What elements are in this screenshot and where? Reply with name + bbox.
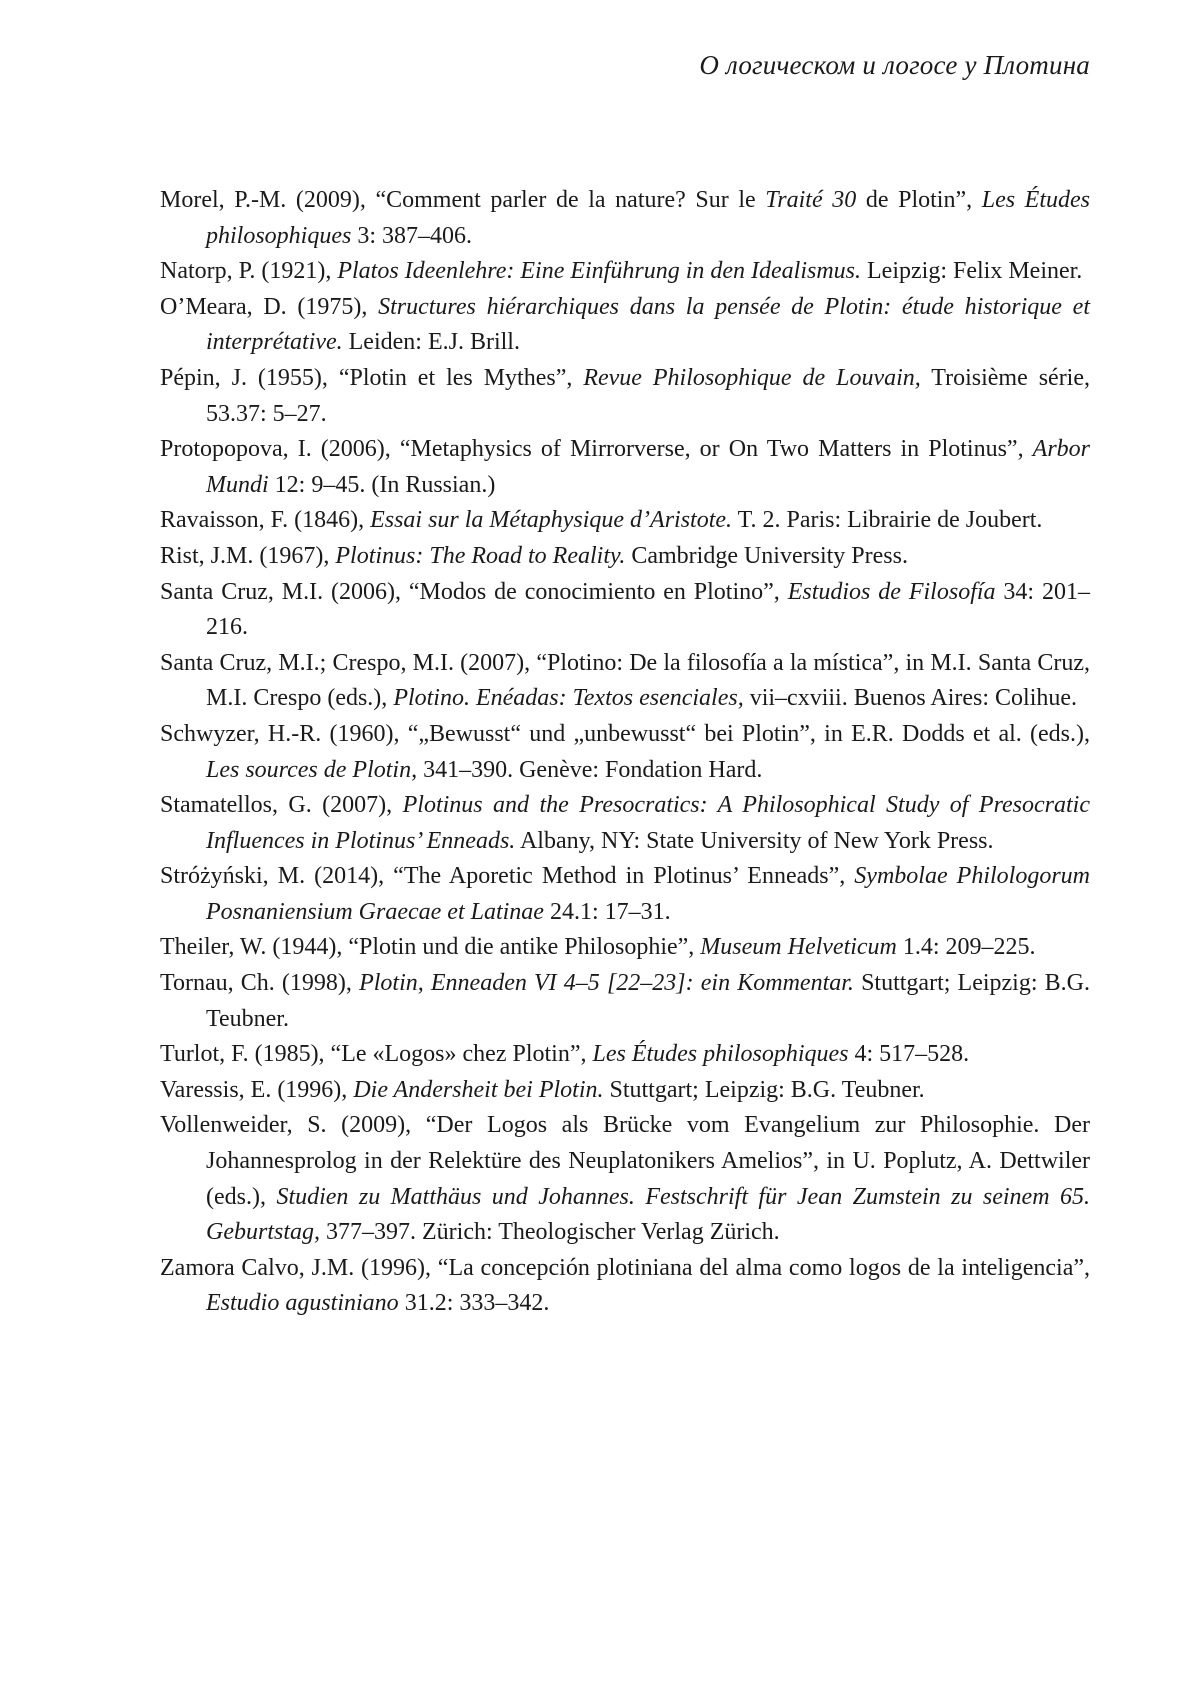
entry-title-italic: Revue Philosophique de Louvain, bbox=[583, 364, 921, 391]
entry-title-italic: Structures hiérarchiques dans la pensée de Plotin: étude historique et interprétative. bbox=[206, 293, 1090, 356]
entry-text: Albany, NY: State University of New York Press. bbox=[515, 827, 994, 854]
entry-title-italic: Plotinus: The Road to Reality. bbox=[335, 542, 626, 569]
entry-text: Leiden: E.J. Brill. bbox=[342, 329, 520, 356]
entry-title-italic: Essai sur la Métaphysique d’Aristote. bbox=[370, 507, 733, 534]
bibliography-entry bbox=[160, 432, 1090, 503]
entry-text: 3: 387–406. bbox=[351, 222, 473, 249]
entry-title-italic: Les Études philosophiques bbox=[592, 1041, 849, 1068]
entry-title-italic: Estudios de Filosofía bbox=[787, 578, 996, 605]
entry-text: 34: 201–216. bbox=[206, 578, 1091, 641]
entry-text: Morel, P.-M. (2009), “Comment parler de la nature? Sur le bbox=[160, 187, 766, 213]
bibliography-entry bbox=[160, 646, 1090, 717]
bibliography-entry bbox=[160, 361, 1090, 432]
entry-text: Pépin, J. (1955), “Plotin et les Mythes”, bbox=[160, 364, 584, 391]
bibliography-entry bbox=[160, 254, 1090, 290]
bibliography-entry bbox=[160, 717, 1090, 788]
bibliography-entry bbox=[160, 1108, 1090, 1250]
bibliography-entry bbox=[160, 930, 1090, 966]
bibliography-entry bbox=[160, 183, 1090, 254]
entry-title-italic: Symbolae Philologorum Posnaniensium Graecae et Latinae bbox=[206, 863, 1090, 925]
entry-text: Varessis, E. (1996), bbox=[160, 1076, 354, 1103]
entry-text: 4: 517–528. bbox=[848, 1041, 970, 1068]
running-header: О логическом и логосе у Плотина bbox=[699, 50, 1090, 80]
entry-text: Zamora Calvo, J.M. (1996), “La concepción plotiniana del alma como logos de la inteligencia”, bbox=[160, 1254, 1090, 1281]
entry-text: 12: 9–45. (In Russian.) bbox=[268, 471, 496, 498]
entry-text: Stamatellos, G. (2007), bbox=[160, 792, 403, 819]
entry-text: T. 2. Paris: Librairie de Joubert. bbox=[732, 507, 1043, 534]
entry-title-italic: Plotino. Enéadas: Textos esenciales, bbox=[393, 685, 744, 712]
entry-title-italic: Platos Ideenlehre: Eine Einführung in den Idealismus. bbox=[337, 258, 862, 285]
entry-text: Vollenweider, S. (2009), “Der Logos als Brücke vom Evangelium zur Philosophie. Der Johannesprolog in der Relektüre des Neuplatonikers Amelios”, in U. Poplutz, A. Dettwiler (eds.), bbox=[160, 1112, 1090, 1210]
entry-text: Rist, J.M. (1967), bbox=[160, 542, 336, 569]
entry-text: Turlot, F. (1985), “Le «Logos» chez Plotin”, bbox=[160, 1041, 593, 1068]
bibliography-entry bbox=[160, 1037, 1090, 1073]
entry-title-italic: Plotin, Enneaden VI 4–5 [22–23]: ein Kommentar. bbox=[359, 970, 854, 997]
entry-text: Cambridge University Press. bbox=[625, 542, 908, 569]
bibliography-entry bbox=[160, 966, 1090, 1037]
bibliography-entry bbox=[160, 575, 1090, 646]
bibliography-entry bbox=[160, 788, 1090, 859]
entry-title-italic: Museum Helveticum bbox=[700, 934, 897, 961]
bibliography-entry bbox=[160, 503, 1090, 539]
entry-title-italic: Arbor Mundi bbox=[206, 436, 1090, 498]
bibliography-entry bbox=[160, 1251, 1090, 1322]
entry-text: Leipzig: Felix Meiner. bbox=[861, 258, 1083, 285]
bibliography-entry bbox=[160, 1073, 1090, 1109]
entry-text: 377–397. Zürich: Theologischer Verlag Zürich. bbox=[320, 1219, 780, 1246]
entry-text: Tornau, Ch. (1998), bbox=[160, 970, 360, 997]
bibliography-entry bbox=[160, 859, 1090, 930]
entry-text: Ravaisson, F. (1846), bbox=[160, 507, 371, 534]
entry-text: Troisième série, 53.37: 5–27. bbox=[206, 364, 1090, 427]
entry-text: Natorp, P. (1921), bbox=[160, 258, 338, 285]
bibliography-entry bbox=[160, 290, 1090, 361]
entry-text: Stróżyński, M. (2014), “The Aporetic Method in Plotinus’ Enneads”, bbox=[160, 863, 855, 890]
bibliography-list bbox=[160, 183, 1090, 1322]
entry-title-italic: Traité 30 bbox=[765, 187, 857, 213]
entry-text: 1.4: 209–225. bbox=[896, 934, 1036, 961]
entry-title-italic: Les Études philosophiques bbox=[206, 187, 1090, 249]
entry-title-italic: Studien zu Matthäus und Johannes. Festschrift für Jean Zumstein zu seinem 65. Geburtstag, bbox=[206, 1183, 1090, 1246]
entry-title-italic: Estudio agustiniano bbox=[206, 1290, 399, 1317]
entry-title-italic: Die Andersheit bei Plotin. bbox=[353, 1076, 604, 1103]
entry-text: vii–cxviii. Buenos Aires: Colihue. bbox=[743, 685, 1078, 712]
entry-text: de Plotin”, bbox=[856, 187, 982, 213]
entry-text: Stuttgart; Leipzig: B.G. Teubner. bbox=[206, 970, 1091, 1032]
entry-text: O’Meara, D. (1975), bbox=[160, 293, 379, 320]
entry-text: Protopopova, I. (2006), “Metaphysics of Mirrorverse, or On Two Matters in Plotinus”, bbox=[160, 436, 1033, 463]
entry-text: Theiler, W. (1944), “Plotin und die antike Philosophie”, bbox=[160, 934, 701, 961]
entry-text: Santa Cruz, M.I.; Crespo, M.I. (2007), “Plotino: De la filosofía a la mística”, in M.I. Santa Cruz, M.I. Crespo (eds.), bbox=[160, 649, 1090, 712]
entry-text: 24.1: 17–31. bbox=[543, 898, 671, 925]
entry-text: 341–390. Genève: Fondation Hard. bbox=[417, 756, 763, 783]
entry-text: Santa Cruz, M.I. (2006), “Modos de conocimiento en Plotino”, bbox=[160, 578, 788, 605]
entry-text: Stuttgart; Leipzig: B.G. Teubner. bbox=[603, 1076, 925, 1103]
entry-text: Schwyzer, H.-R. (1960), “„Bewusst“ und „unbewusst“ bei Plotin”, in E.R. Dodds et al. (eds.), bbox=[160, 720, 1090, 747]
entry-title-italic: Les sources de Plotin, bbox=[206, 756, 418, 783]
entry-text: 31.2: 333–342. bbox=[398, 1290, 550, 1317]
bibliography-entry bbox=[160, 539, 1090, 575]
entry-title-italic: Plotinus and the Presocratics: A Philosophical Study of Presocratic Influences in Plotinus’ Enneads. bbox=[206, 792, 1090, 854]
